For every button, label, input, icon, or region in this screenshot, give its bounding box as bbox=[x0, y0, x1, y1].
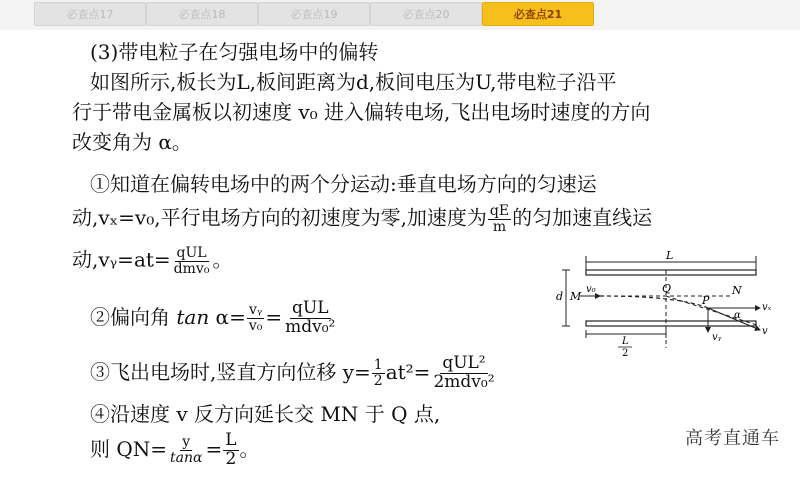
point-4-line-1: ④沿速度 v 反方向延长交 MN 于 Q 点, bbox=[90, 402, 441, 426]
point-4-line-2 bbox=[90, 432, 260, 469]
frac-den: mdv₀² bbox=[285, 316, 336, 337]
frac-den: m bbox=[492, 218, 507, 235]
label-half-num: L bbox=[622, 336, 629, 347]
acceleration-fraction bbox=[488, 204, 511, 234]
tab-checkpoint-18[interactable]: 必查点18 bbox=[146, 2, 258, 26]
period: 。 bbox=[239, 436, 260, 461]
frac-den: 2 bbox=[225, 448, 237, 469]
intro-line-2: 行于带电金属板以初速度 v₀ 进入偏转电场,飞出电场时速度的方向 bbox=[72, 100, 651, 124]
point-1-line-1: ①知道在偏转电场中的两个分运动:垂直电场方向的匀速运 bbox=[90, 172, 597, 196]
period: 。 bbox=[212, 247, 233, 272]
frac-num: vᵧ bbox=[249, 302, 263, 319]
point-1-line-2 bbox=[72, 204, 652, 234]
point-1-text-b: 的匀加速直线运 bbox=[512, 205, 653, 230]
frac-den: 2 bbox=[373, 372, 383, 389]
displacement-fraction bbox=[431, 355, 496, 392]
section-heading: (3)带电粒子在匀强电场中的偏转 bbox=[90, 40, 379, 64]
tab-checkpoint-21[interactable]: 必查点21 bbox=[482, 2, 594, 26]
tan-text: tan bbox=[176, 304, 210, 329]
velocity-ratio-fraction bbox=[247, 303, 265, 333]
tab-checkpoint-17[interactable]: 必查点17 bbox=[34, 2, 146, 26]
frac-num: qE bbox=[489, 203, 510, 219]
label-vx: vₓ bbox=[762, 302, 772, 313]
vy-text: 动,vᵧ=at= bbox=[72, 247, 171, 272]
frac-den: dmv₀ bbox=[173, 260, 210, 277]
tan-alpha-fraction bbox=[283, 300, 337, 337]
deflection-diagram bbox=[548, 248, 790, 358]
label-L: L bbox=[666, 249, 674, 262]
intro-line-3: 改变角为 α。 bbox=[72, 130, 192, 154]
label-alpha: α bbox=[734, 310, 741, 321]
frac-den: tanα bbox=[170, 449, 203, 466]
frac-den: v₀ bbox=[248, 317, 263, 334]
frac-num: 1 bbox=[373, 357, 383, 374]
point-3-line bbox=[90, 355, 498, 392]
half-fraction bbox=[372, 358, 385, 388]
frac-num: qUL bbox=[292, 298, 329, 318]
at-squared: at²= bbox=[385, 359, 431, 384]
label-v0: v₀ bbox=[586, 284, 596, 295]
frac-num: L bbox=[225, 430, 237, 450]
lower-plate bbox=[586, 321, 756, 326]
watermark-text: 高考直通车 bbox=[685, 428, 780, 449]
qn-fraction-1 bbox=[168, 435, 204, 465]
vy-fraction bbox=[172, 246, 212, 276]
label-v: v bbox=[762, 326, 768, 337]
point-2-line bbox=[90, 300, 338, 337]
label-half-den: 2 bbox=[622, 348, 629, 358]
label-Q: Q bbox=[662, 282, 672, 295]
label-P: P bbox=[702, 294, 710, 307]
displacement-label: ③飞出电场时,竖直方向位移 y= bbox=[90, 359, 371, 384]
frac-den: 2mdv₀² bbox=[433, 371, 495, 392]
equals: = bbox=[205, 436, 223, 461]
qn-label: 则 QN= bbox=[90, 436, 168, 461]
label-vy: vᵧ bbox=[712, 332, 722, 343]
equals: = bbox=[265, 304, 283, 329]
point-1-line-3 bbox=[72, 246, 232, 276]
frac-num: qUL² bbox=[442, 353, 486, 373]
label-M: M bbox=[570, 290, 582, 303]
tab-checkpoint-19[interactable]: 必查点19 bbox=[258, 2, 370, 26]
deflection-angle-label: ②偏向角 bbox=[90, 304, 170, 329]
tab-checkpoint-20[interactable]: 必查点20 bbox=[370, 2, 482, 26]
upper-plate bbox=[586, 270, 756, 275]
frac-num: y bbox=[182, 434, 191, 451]
label-d: d bbox=[556, 290, 564, 303]
point-1-text-a: 动,vₓ=v₀,平行电场方向的初速度为零,加速度为 bbox=[72, 205, 487, 230]
alpha-eq: α= bbox=[209, 304, 246, 329]
label-N: N bbox=[732, 284, 742, 297]
qn-fraction-2 bbox=[223, 432, 238, 469]
intro-line-1: 如图所示,板长为L,板间距离为d,板间电压为U,带电粒子沿平 bbox=[90, 70, 617, 94]
trajectory bbox=[600, 296, 708, 308]
frac-num: qUL bbox=[176, 245, 207, 261]
tab-bar bbox=[0, 0, 800, 30]
